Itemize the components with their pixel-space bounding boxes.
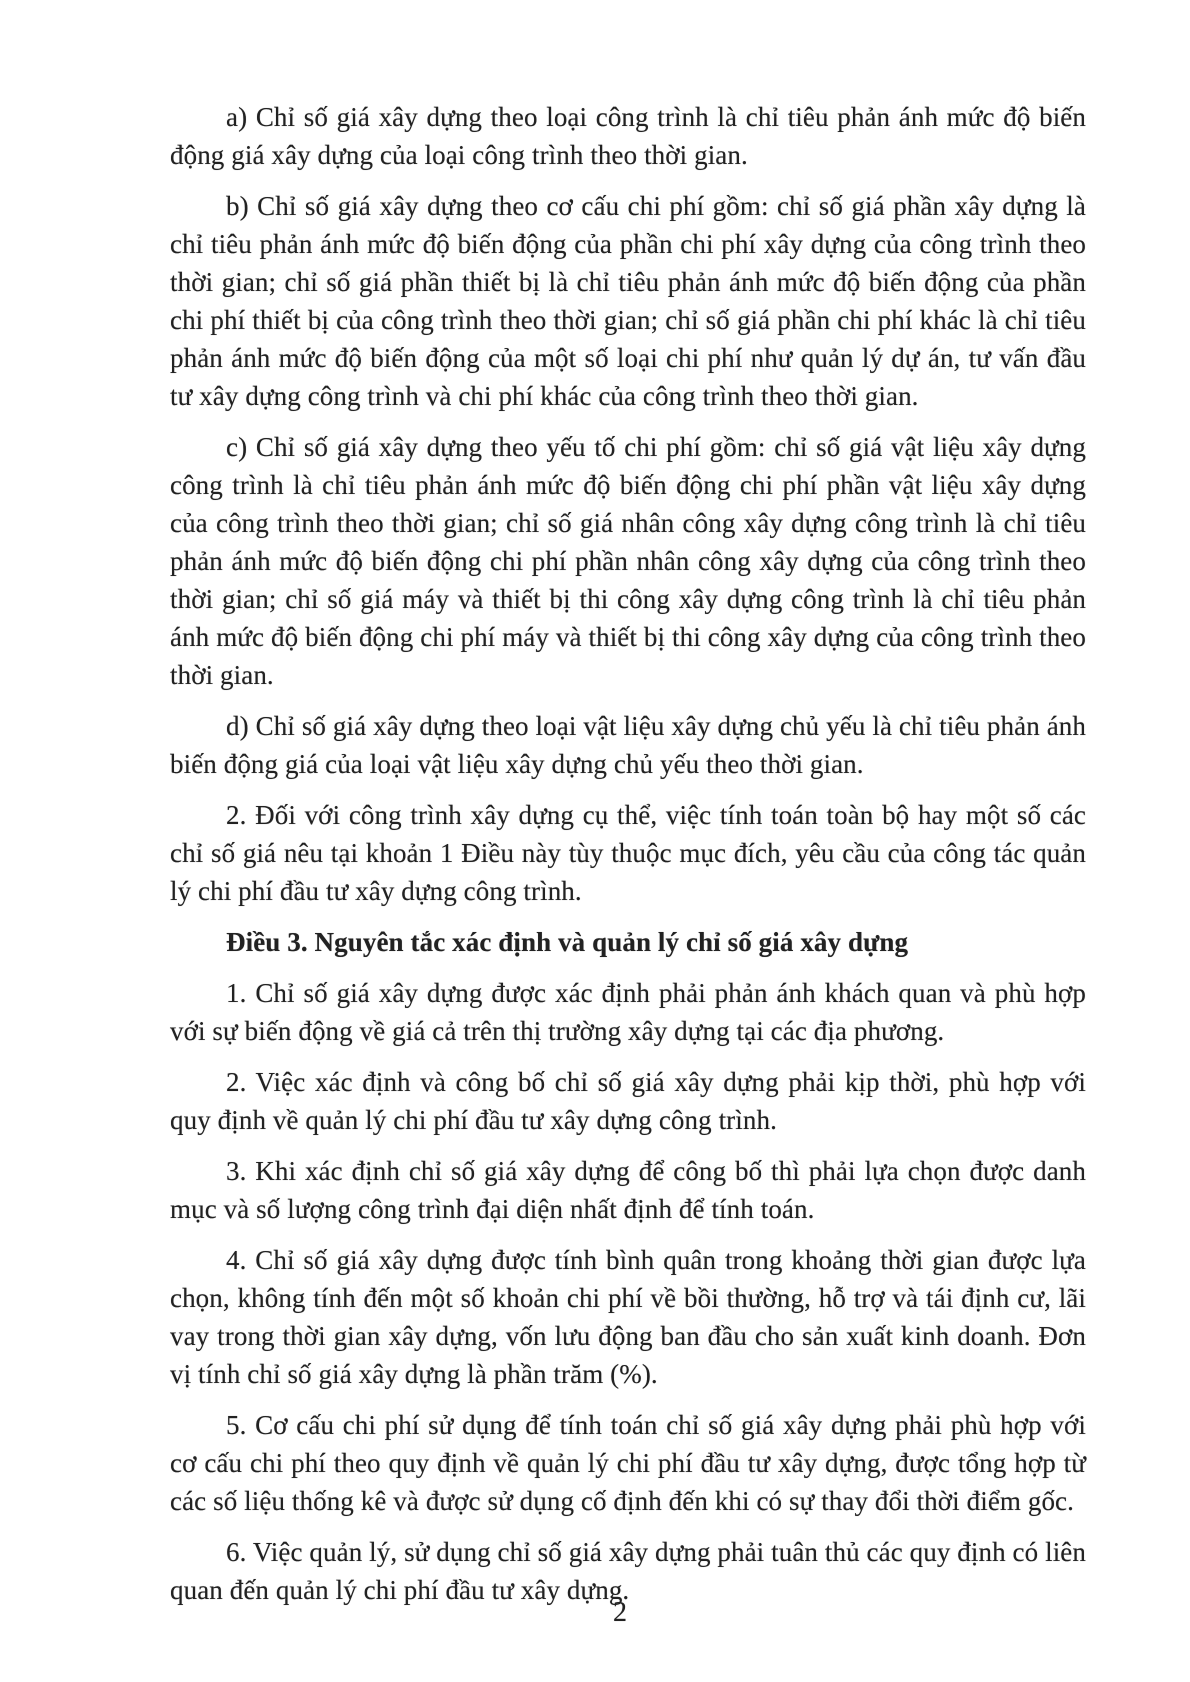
text-block [170,98,1086,1609]
paragraph-point-b: b) Chỉ số giá xây dựng theo cơ cấu chi phí gồm: chỉ số giá phần xây dựng là chỉ tiêu phản ánh mức độ biến động của phần chi phí xây dựng của công trình theo thời gian; chỉ số giá phần thiết bị là chỉ tiêu phản ánh mức độ biến động của phần chi phí thiết bị của công trình theo thời gian; chỉ số giá phần chi phí khác là chỉ tiêu phản ánh mức độ biến động của một số loại chi phí như quản lý dự án, tư vấn đầu tư xây dựng công trình và chi phí khác của công trình theo thời gian. [170,191,1086,411]
paragraph-clause-2: 2. Đối với công trình xây dựng cụ thể, việc tính toán toàn bộ hay một số các chỉ số giá nêu tại khoản 1 Điều này tùy thuộc mục đích, yêu cầu của công tác quản lý chi phí đầu tư xây dựng công trình. [170,800,1086,906]
principle-1: 1. Chỉ số giá xây dựng được xác định phải phản ánh khách quan và phù hợp với sự biến động về giá cả trên thị trường xây dựng tại các địa phương. [170,978,1086,1046]
page-number: 2 [613,1597,627,1628]
principle-5: 5. Cơ cấu chi phí sử dụng để tính toán chỉ số giá xây dựng phải phù hợp với cơ cấu chi phí theo quy định về quản lý chi phí đầu tư xây dựng, được tổng hợp từ các số liệu thống kê và được sử dụng cố định đến khi có sự thay đổi thời điểm gốc. [170,1410,1086,1516]
principle-6: 6. Việc quản lý, sử dụng chỉ số giá xây dựng phải tuân thủ các quy định có liên quan đến quản lý chi phí đầu tư xây dựng. [170,1537,1086,1605]
principle-2: 2. Việc xác định và công bố chỉ số giá xây dựng phải kịp thời, phù hợp với quy định về quản lý chi phí đầu tư xây dựng công trình. [170,1067,1086,1135]
article-3-heading: Điều 3. Nguyên tắc xác định và quản lý chỉ số giá xây dựng [226,927,909,957]
paragraph-point-a: a) Chỉ số giá xây dựng theo loại công trình là chỉ tiêu phản ánh mức độ biến động giá xây dựng của loại công trình theo thời gian. [170,102,1086,170]
paragraph-point-c: c) Chỉ số giá xây dựng theo yếu tố chi phí gồm: chỉ số giá vật liệu xây dựng công trình là chỉ tiêu phản ánh mức độ biến động chi phí phần vật liệu xây dựng của công trình theo thời gian; chỉ số giá nhân công xây dựng công trình là chỉ tiêu phản ánh mức độ biến động chi phí phần nhân công xây dựng của công trình theo thời gian; chỉ số giá máy và thiết bị thi công xây dựng công trình là chỉ tiêu phản ánh mức độ biến động chi phí máy và thiết bị thi công xây dựng của công trình theo thời gian. [170,432,1086,690]
paragraph-point-d: d) Chỉ số giá xây dựng theo loại vật liệu xây dựng chủ yếu là chỉ tiêu phản ánh biến động giá của loại vật liệu xây dựng chủ yếu theo thời gian. [170,711,1086,779]
principle-3: 3. Khi xác định chỉ số giá xây dựng để công bố thì phải lựa chọn được danh mục và số lượng công trình đại diện nhất định để tính toán. [170,1156,1086,1224]
principle-4: 4. Chỉ số giá xây dựng được tính bình quân trong khoảng thời gian được lựa chọn, không tính đến một số khoản chi phí về bồi thường, hỗ trợ và tái định cư, lãi vay trong thời gian xây dựng, vốn lưu động ban đầu cho sản xuất kinh doanh. Đơn vị tính chỉ số giá xây dựng là phần trăm (%). [170,1245,1086,1389]
